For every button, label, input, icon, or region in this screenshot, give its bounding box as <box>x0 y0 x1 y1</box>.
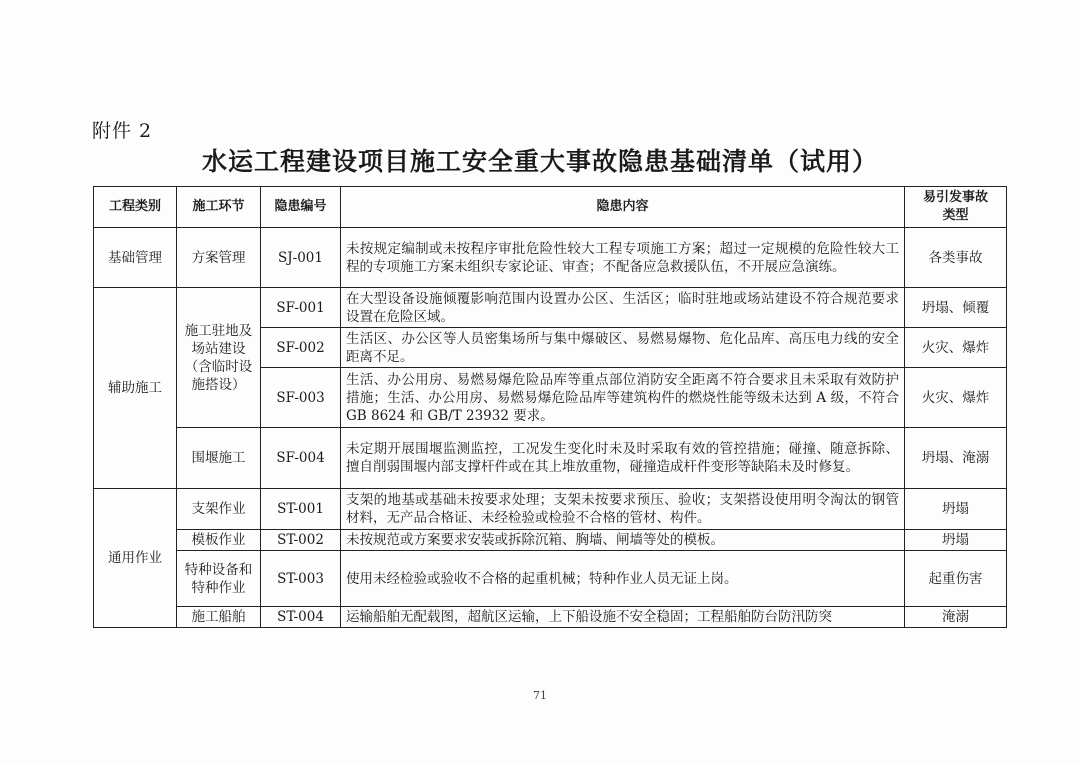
header-content: 隐患内容 <box>341 187 905 228</box>
content-cell: 未定期开展围堰监测监控，工况发生变化时未及时采取有效的管控措施；碰撞、随意拆除、擅自削弱围堰内部支撑杆件或在其上堆放重物，碰撞造成杆件变形等缺陷未及时修复。 <box>341 428 905 489</box>
accident-type-cell: 火灾、爆炸 <box>905 368 1007 428</box>
accident-type-cell: 火灾、爆炸 <box>905 328 1007 368</box>
page-number: 71 <box>533 689 547 702</box>
code-cell: SF-004 <box>261 428 341 489</box>
accident-type-cell: 起重伤害 <box>905 551 1007 607</box>
accident-type-cell: 淹溺 <box>905 607 1007 628</box>
table-header-row <box>94 187 1007 228</box>
stage-cell: 方案管理 <box>177 228 261 288</box>
category-cell: 基础管理 <box>94 228 177 288</box>
stage-cell: 支架作业 <box>177 489 261 530</box>
attachment-label: 附件 2 <box>92 120 153 142</box>
header-code: 隐患编号 <box>261 187 341 228</box>
stage-cell: 围堰施工 <box>177 428 261 489</box>
content-cell: 未按规范或方案要求安装或拆除沉箱、胸墙、闸墙等处的模板。 <box>341 530 905 551</box>
stage-cell: 模板作业 <box>177 530 261 551</box>
accident-type-cell: 坍塌、淹溺 <box>905 428 1007 489</box>
hazard-table <box>93 186 1007 628</box>
accident-type-cell: 坍塌 <box>905 489 1007 530</box>
accident-type-cell: 各类事故 <box>905 228 1007 288</box>
stage-cell: 施工驻地及场站建设（含临时设施搭设） <box>177 288 261 428</box>
table-row <box>94 551 1007 607</box>
code-cell: SF-003 <box>261 368 341 428</box>
content-cell: 未按规定编制或未按程序审批危险性较大工程专项施工方案；超过一定规模的危险性较大工程的专项施工方案未组织专家论证、审查；不配备应急救援队伍，不开展应急演练。 <box>341 228 905 288</box>
page-title: 水运工程建设项目施工安全重大事故隐患基础清单（试用） <box>201 147 878 176</box>
code-cell: SF-001 <box>261 288 341 328</box>
table-row <box>94 607 1007 628</box>
accident-type-cell: 坍塌、倾覆 <box>905 288 1007 328</box>
content-cell: 生活区、办公区等人员密集场所与集中爆破区、易燃易爆物、危化品库、高压电力线的安全距离不足。 <box>341 328 905 368</box>
table-row <box>94 288 1007 328</box>
header-stage: 施工环节 <box>177 187 261 228</box>
content-cell: 生活、办公用房、易燃易爆危险品库等重点部位消防安全距离不符合要求且未采取有效防护措施；生活、办公用房、易燃易爆危险品库等建筑构件的燃烧性能等级未达到 A 级，不符合 GB 8624 和 GB/T 23932 要求。 <box>341 368 905 428</box>
category-cell: 通用作业 <box>94 489 177 628</box>
table-row <box>94 228 1007 288</box>
code-cell: ST-003 <box>261 551 341 607</box>
header-category: 工程类别 <box>94 187 177 228</box>
code-cell: SJ-001 <box>261 228 341 288</box>
header-accident-type: 易引发事故类型 <box>905 187 1007 228</box>
code-cell: SF-002 <box>261 328 341 368</box>
table-row <box>94 530 1007 551</box>
stage-cell: 特种设备和特种作业 <box>177 551 261 607</box>
content-cell: 在大型设备设施倾覆影响范围内设置办公区、生活区；临时驻地或场站建设不符合规范要求设置在危险区域。 <box>341 288 905 328</box>
content-cell: 支架的地基或基础未按要求处理；支架未按要求预压、验收；支架搭设使用明令淘汰的钢管材料，无产品合格证、未经检验或检验不合格的管材、构件。 <box>341 489 905 530</box>
table-row <box>94 428 1007 489</box>
code-cell: ST-004 <box>261 607 341 628</box>
code-cell: ST-002 <box>261 530 341 551</box>
content-cell: 运输船舶无配载图，超航区运输，上下船设施不安全稳固；工程船舶防台防汛防突 <box>341 607 905 628</box>
category-cell: 辅助施工 <box>94 288 177 489</box>
content-cell: 使用未经检验或验收不合格的起重机械；特种作业人员无证上岗。 <box>341 551 905 607</box>
table-row <box>94 489 1007 530</box>
accident-type-cell: 坍塌 <box>905 530 1007 551</box>
code-cell: ST-001 <box>261 489 341 530</box>
stage-cell: 施工船舶 <box>177 607 261 628</box>
